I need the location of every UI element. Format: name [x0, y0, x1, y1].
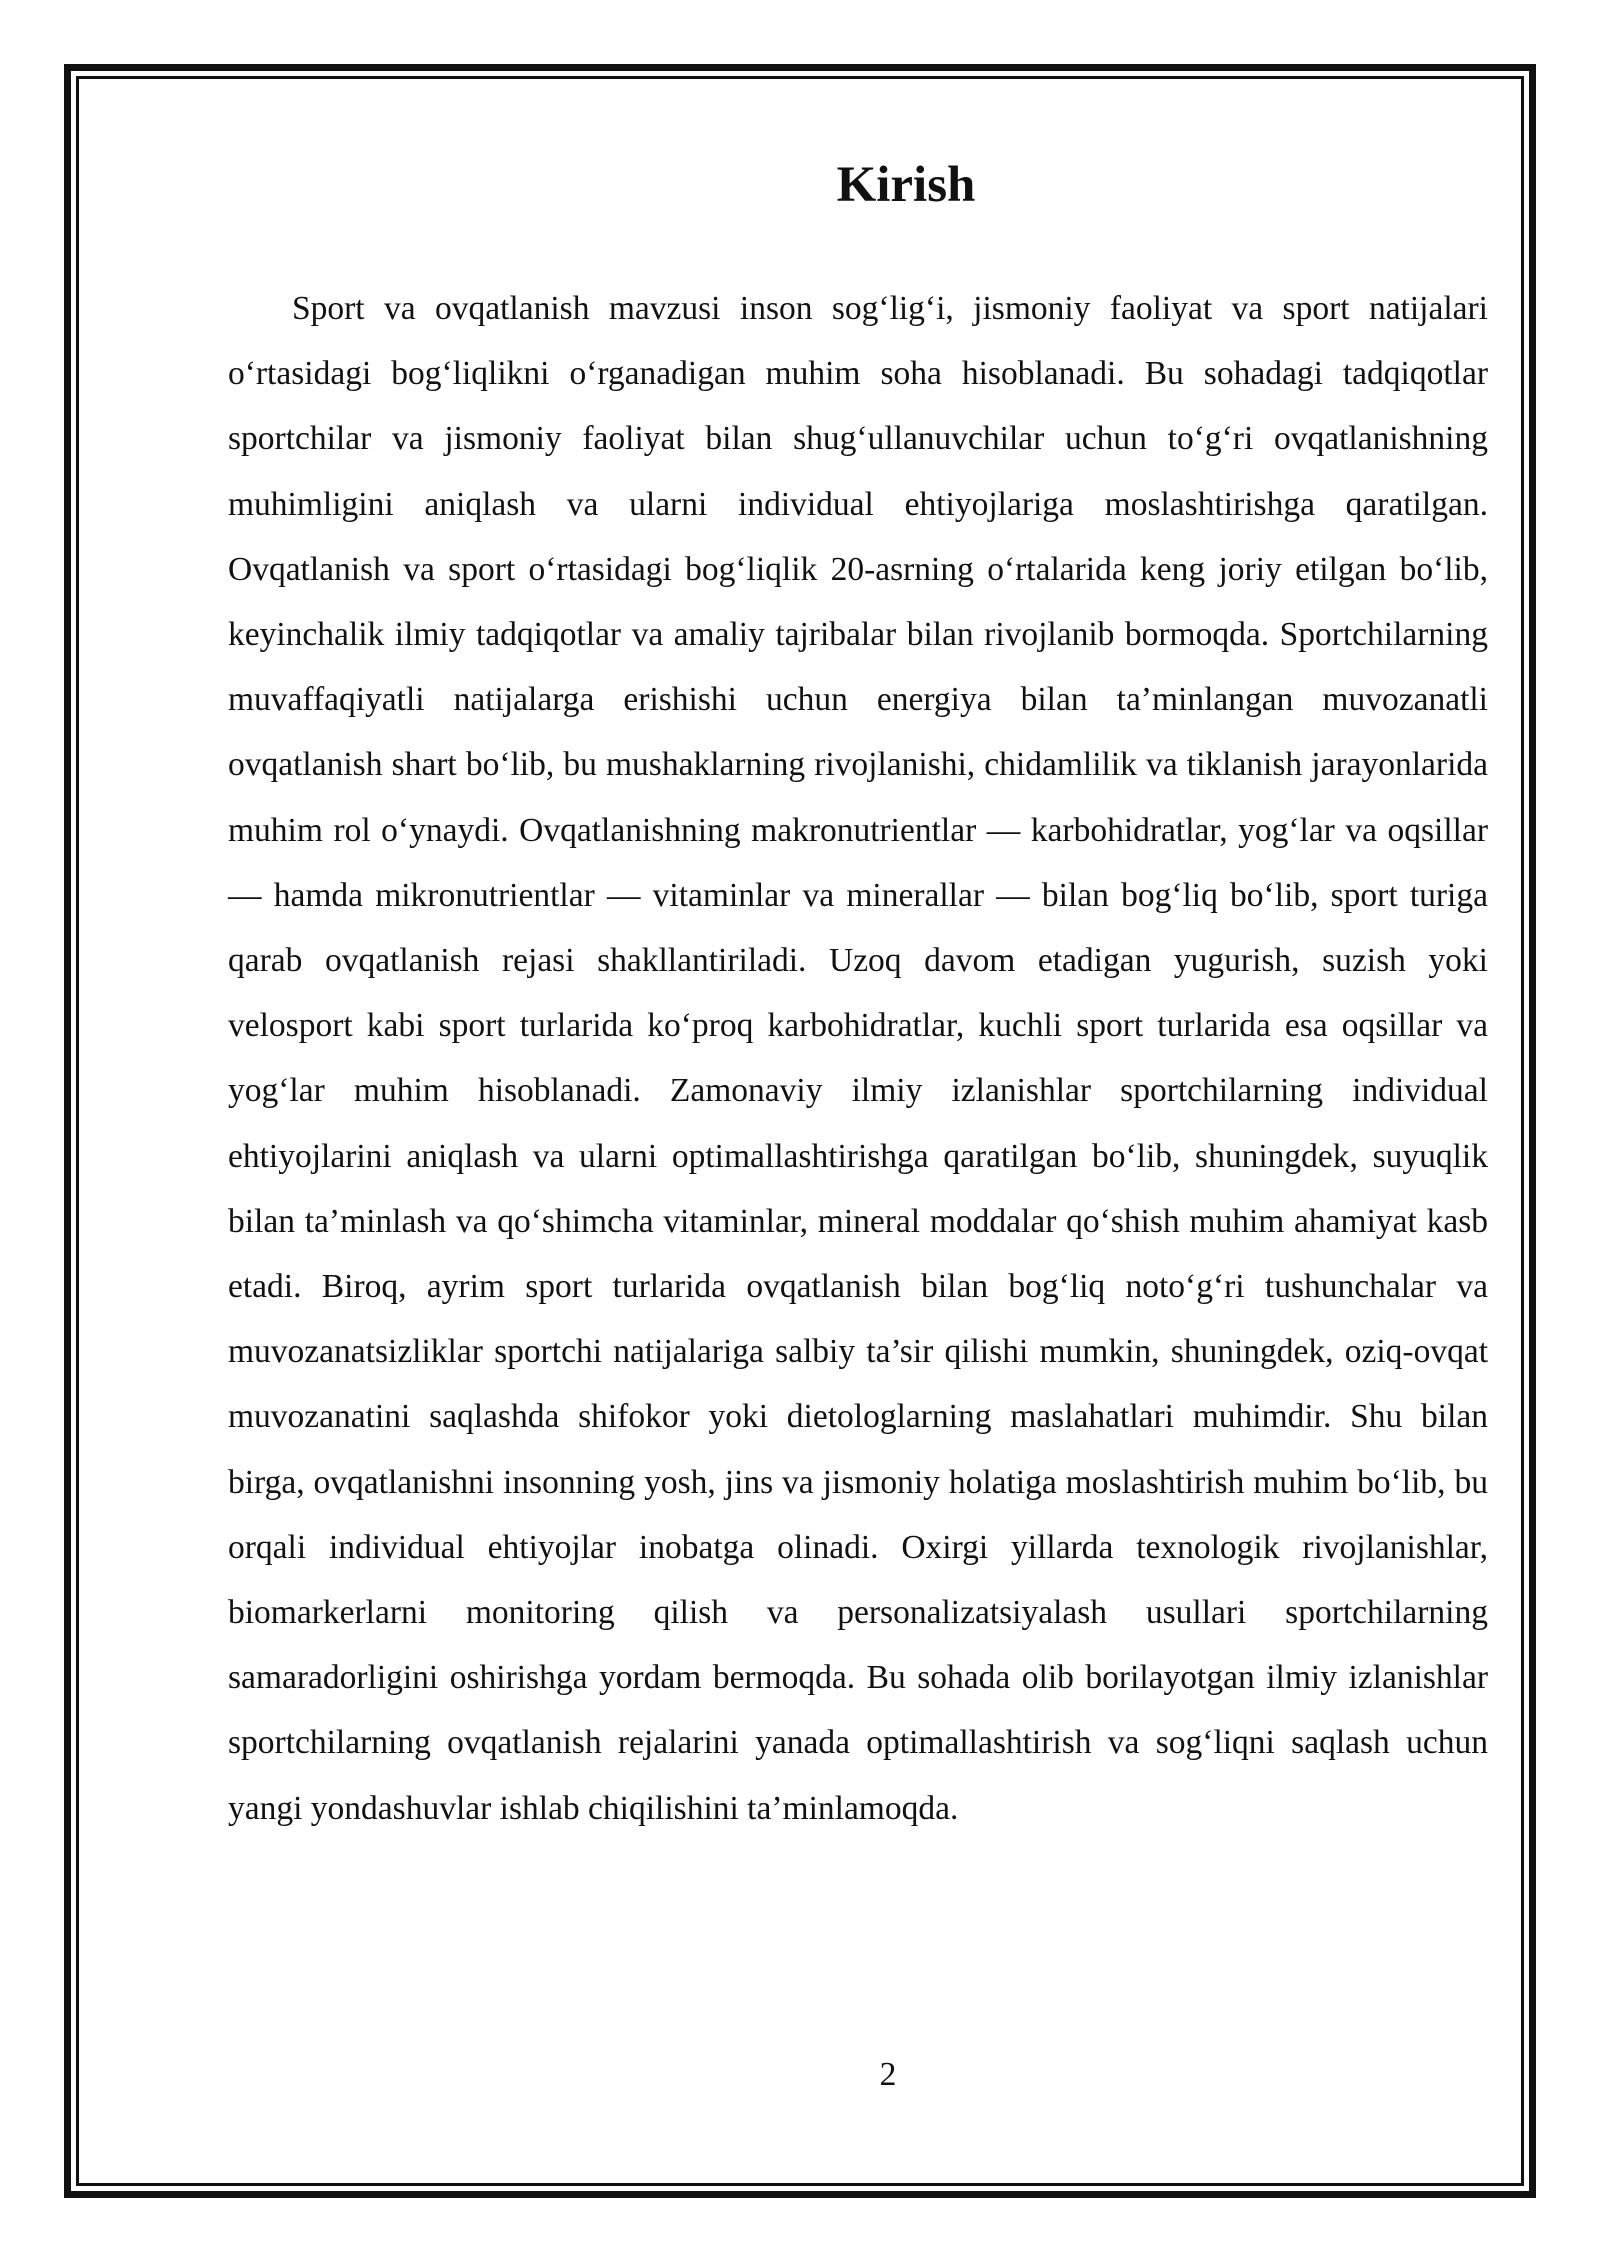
page-content — [228, 150, 1488, 1841]
page-number: 2 — [879, 2056, 897, 2093]
body-paragraph: Sport va ovqatlanish mavzusi inson sog‘lig‘i, jismoniy faoliyat va sport natijalari o‘rtasidagi bog‘liqlikni o‘rganadigan muhim soha hisoblanadi. Bu sohadagi tadqiqotlar sportchilar va jismoniy faoliyat bilan shug‘ullanuvchilar uchun to‘g‘ri ovqatlanishning muhimligini aniqlash va ularni individual ehtiyojlariga moslashtirishga qaratilgan. Ovqatlanish va sport o‘rtasidagi bog‘liqlik 20-asrning o‘rtalarida keng joriy etilgan bo‘lib, keyinchalik ilmiy tadqiqotlar va amaliy tajribalar bilan rivojlanib bormoqda. Sportchilarning muvaffaqiyatli natijalarga erishishi uchun energiya bilan ta’minlangan muvozanatli ovqatlanish shart bo‘lib, bu mushaklarning rivojlanishi, chidamlilik va tiklanish jarayonlarida muhim rol o‘ynaydi. Ovqatlanishning makronutrientlar — karbohidratlar, yog‘lar va oqsillar — hamda mikronutrientlar — vitaminlar va minerallar — bilan bog‘liq bo‘lib, sport turiga qarab ovqatlanish rejasi shakllantiriladi. Uzoq davom etadigan yugurish, suzish yoki velosport kabi sport turlarida ko‘proq karbohidratlar, kuchli sport turlarida esa oqsillar va yog‘lar muhim hisoblanadi. Zamonaviy ilmiy izlanishlar sportchilarning individual ehtiyojlarini aniqlash va ularni optimallashtirishga qaratilgan bo‘lib, shuningdek, suyuqlik bilan ta’minlash va qo‘shimcha vitaminlar, mineral moddalar qo‘shish muhim ahamiyat kasb etadi. Biroq, ayrim sport turlarida ovqatlanish bilan bog‘liq noto‘g‘ri tushunchalar va muvozanatsizliklar sportchi natijalariga salbiy ta’sir qilishi mumkin, shuningdek, oziq-ovqat muvozanatini saqlashda shifokor yoki dietologlarning maslahatlari muhimdir. Shu bilan birga, ovqatlanishni insonning yosh, jins va jismoniy holatiga moslashtirish muhim bo‘lib, bu orqali individual ehtiyojlar inobatga olinadi. Oxirgi yillarda texnologik rivojlanishlar, biomarkerlarni monitoring qilish va personalizatsiyalash usullari sportchilarning samaradorligini oshirishga yordam bermoqda. Bu sohada olib borilayotgan ilmiy izlanishlar sportchilarning ovqatlanish rejalarini yanada optimallashtirish va sog‘liqni saqlash uchun yangi yondashuvlar ishlab chiqilishini ta’minlamoqda. — [228, 290, 1488, 1827]
page-title: Kirish — [836, 157, 976, 213]
